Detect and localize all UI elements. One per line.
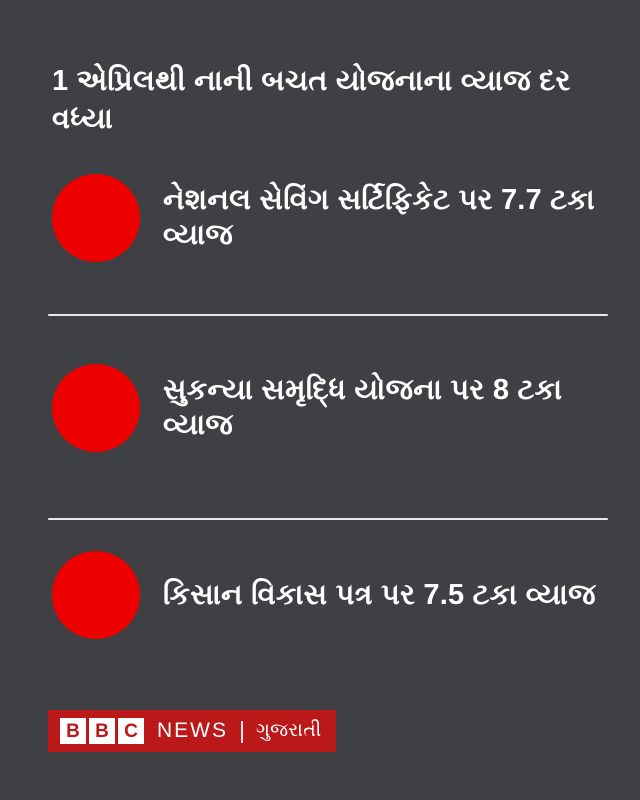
- red-dot-icon: [52, 364, 140, 452]
- list-item: [52, 364, 598, 452]
- red-dot-icon: [52, 551, 140, 639]
- item-text-line-1: નેશનલ સેવિંગ સર્ટિફિકેટ પર 7.7 ટકા: [163, 184, 595, 217]
- news-wordmark: NEWS: [157, 719, 228, 742]
- item-text-line-1: સુકન્યા સમૃદ્ધિ યોજના પર 8 ટકા: [163, 374, 563, 407]
- headline: 1 એપ્રિલથી નાની બચત યોજનાના વ્યાજ દર વધ્યા: [52, 65, 571, 136]
- item-text: [163, 373, 598, 443]
- bbc-logo-block-b1: B: [60, 718, 86, 744]
- item-text: [163, 183, 598, 253]
- bbc-news-logo: [48, 710, 336, 752]
- item-text-line-2: વ્યાજ: [163, 219, 234, 251]
- item-text-line-1: કિસાન વિકાસ પત્ર પર 7.5 ટકા વ્યાજ: [163, 578, 596, 611]
- bbc-logo-block-c: C: [118, 718, 144, 744]
- item-text-line-2: વ્યાજ: [163, 409, 234, 441]
- bbc-logo-block-b2: B: [89, 718, 115, 744]
- red-dot-icon: [52, 174, 140, 262]
- list-item: [52, 174, 598, 262]
- list-item: [52, 551, 598, 639]
- logo-separator: |: [239, 716, 245, 743]
- item-text: [163, 578, 598, 613]
- bbc-logo-blocks: [60, 718, 147, 744]
- divider: [48, 518, 608, 520]
- language-label: ગુજરાતી: [255, 720, 322, 741]
- divider: [48, 314, 608, 316]
